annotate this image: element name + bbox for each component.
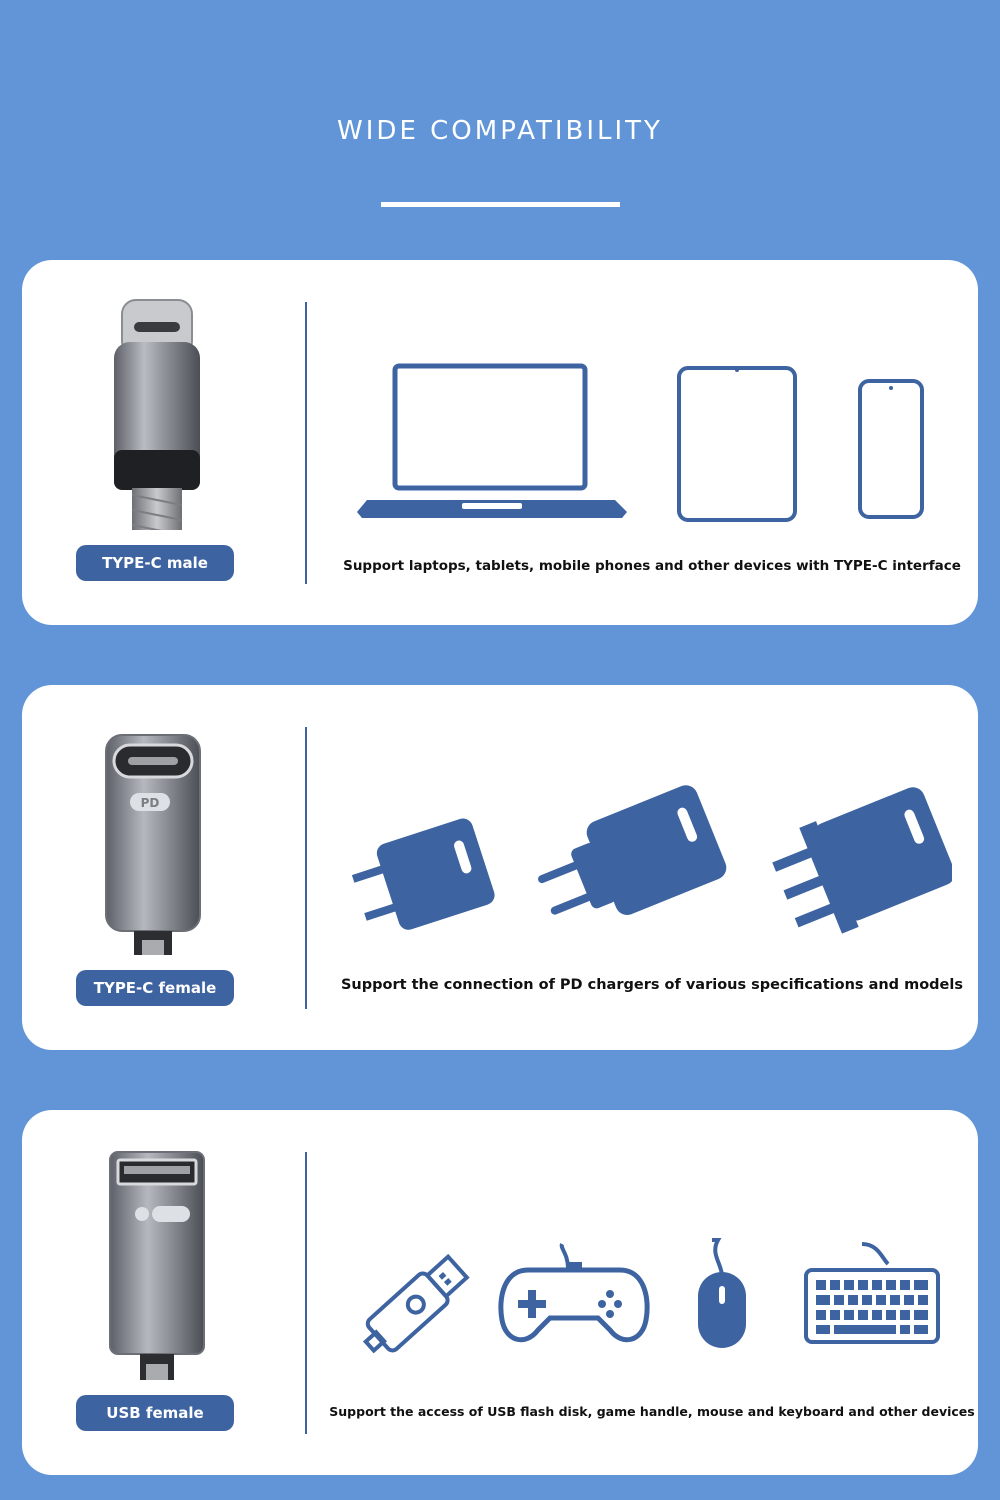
laptop-icon <box>357 360 627 520</box>
section-caption: Support the connection of PD chargers of various specifications and models <box>340 977 963 993</box>
type-c-male-connector-icon <box>92 290 222 530</box>
section-card-type-c-female <box>22 685 978 1050</box>
connector-badge: TYPE-C male <box>76 545 234 581</box>
title-underline <box>381 202 620 207</box>
connector-badge: USB female <box>76 1395 234 1431</box>
mouse-icon <box>694 1236 750 1350</box>
page-title: WIDE COMPATIBILITY <box>337 116 663 146</box>
section-divider <box>305 1152 307 1434</box>
eu-charger-icon <box>530 785 730 935</box>
type-c-female-connector-icon <box>92 715 222 955</box>
usb-female-connector-icon <box>92 1140 222 1380</box>
svg-text:PD: PD <box>140 796 160 810</box>
section-divider <box>305 302 307 584</box>
usb-flash-disk-icon <box>358 1245 478 1363</box>
uk-charger-icon <box>767 787 952 937</box>
section-caption: Support the access of USB flash disk, game handle, mouse and keyboard and other devices <box>329 1404 975 1419</box>
us-charger-icon <box>350 811 500 941</box>
section-card-type-c-male <box>22 260 978 625</box>
phone-icon <box>857 378 925 520</box>
section-divider <box>305 727 307 1009</box>
section-card-usb-female <box>22 1110 978 1475</box>
section-caption: Support laptops, tablets, mobile phones and other devices with TYPE-C interface <box>343 558 961 574</box>
connector-badge: TYPE-C female <box>76 970 234 1006</box>
keyboard-icon <box>802 1240 942 1346</box>
tablet-icon <box>675 364 799 524</box>
gamepad-icon <box>498 1242 650 1350</box>
